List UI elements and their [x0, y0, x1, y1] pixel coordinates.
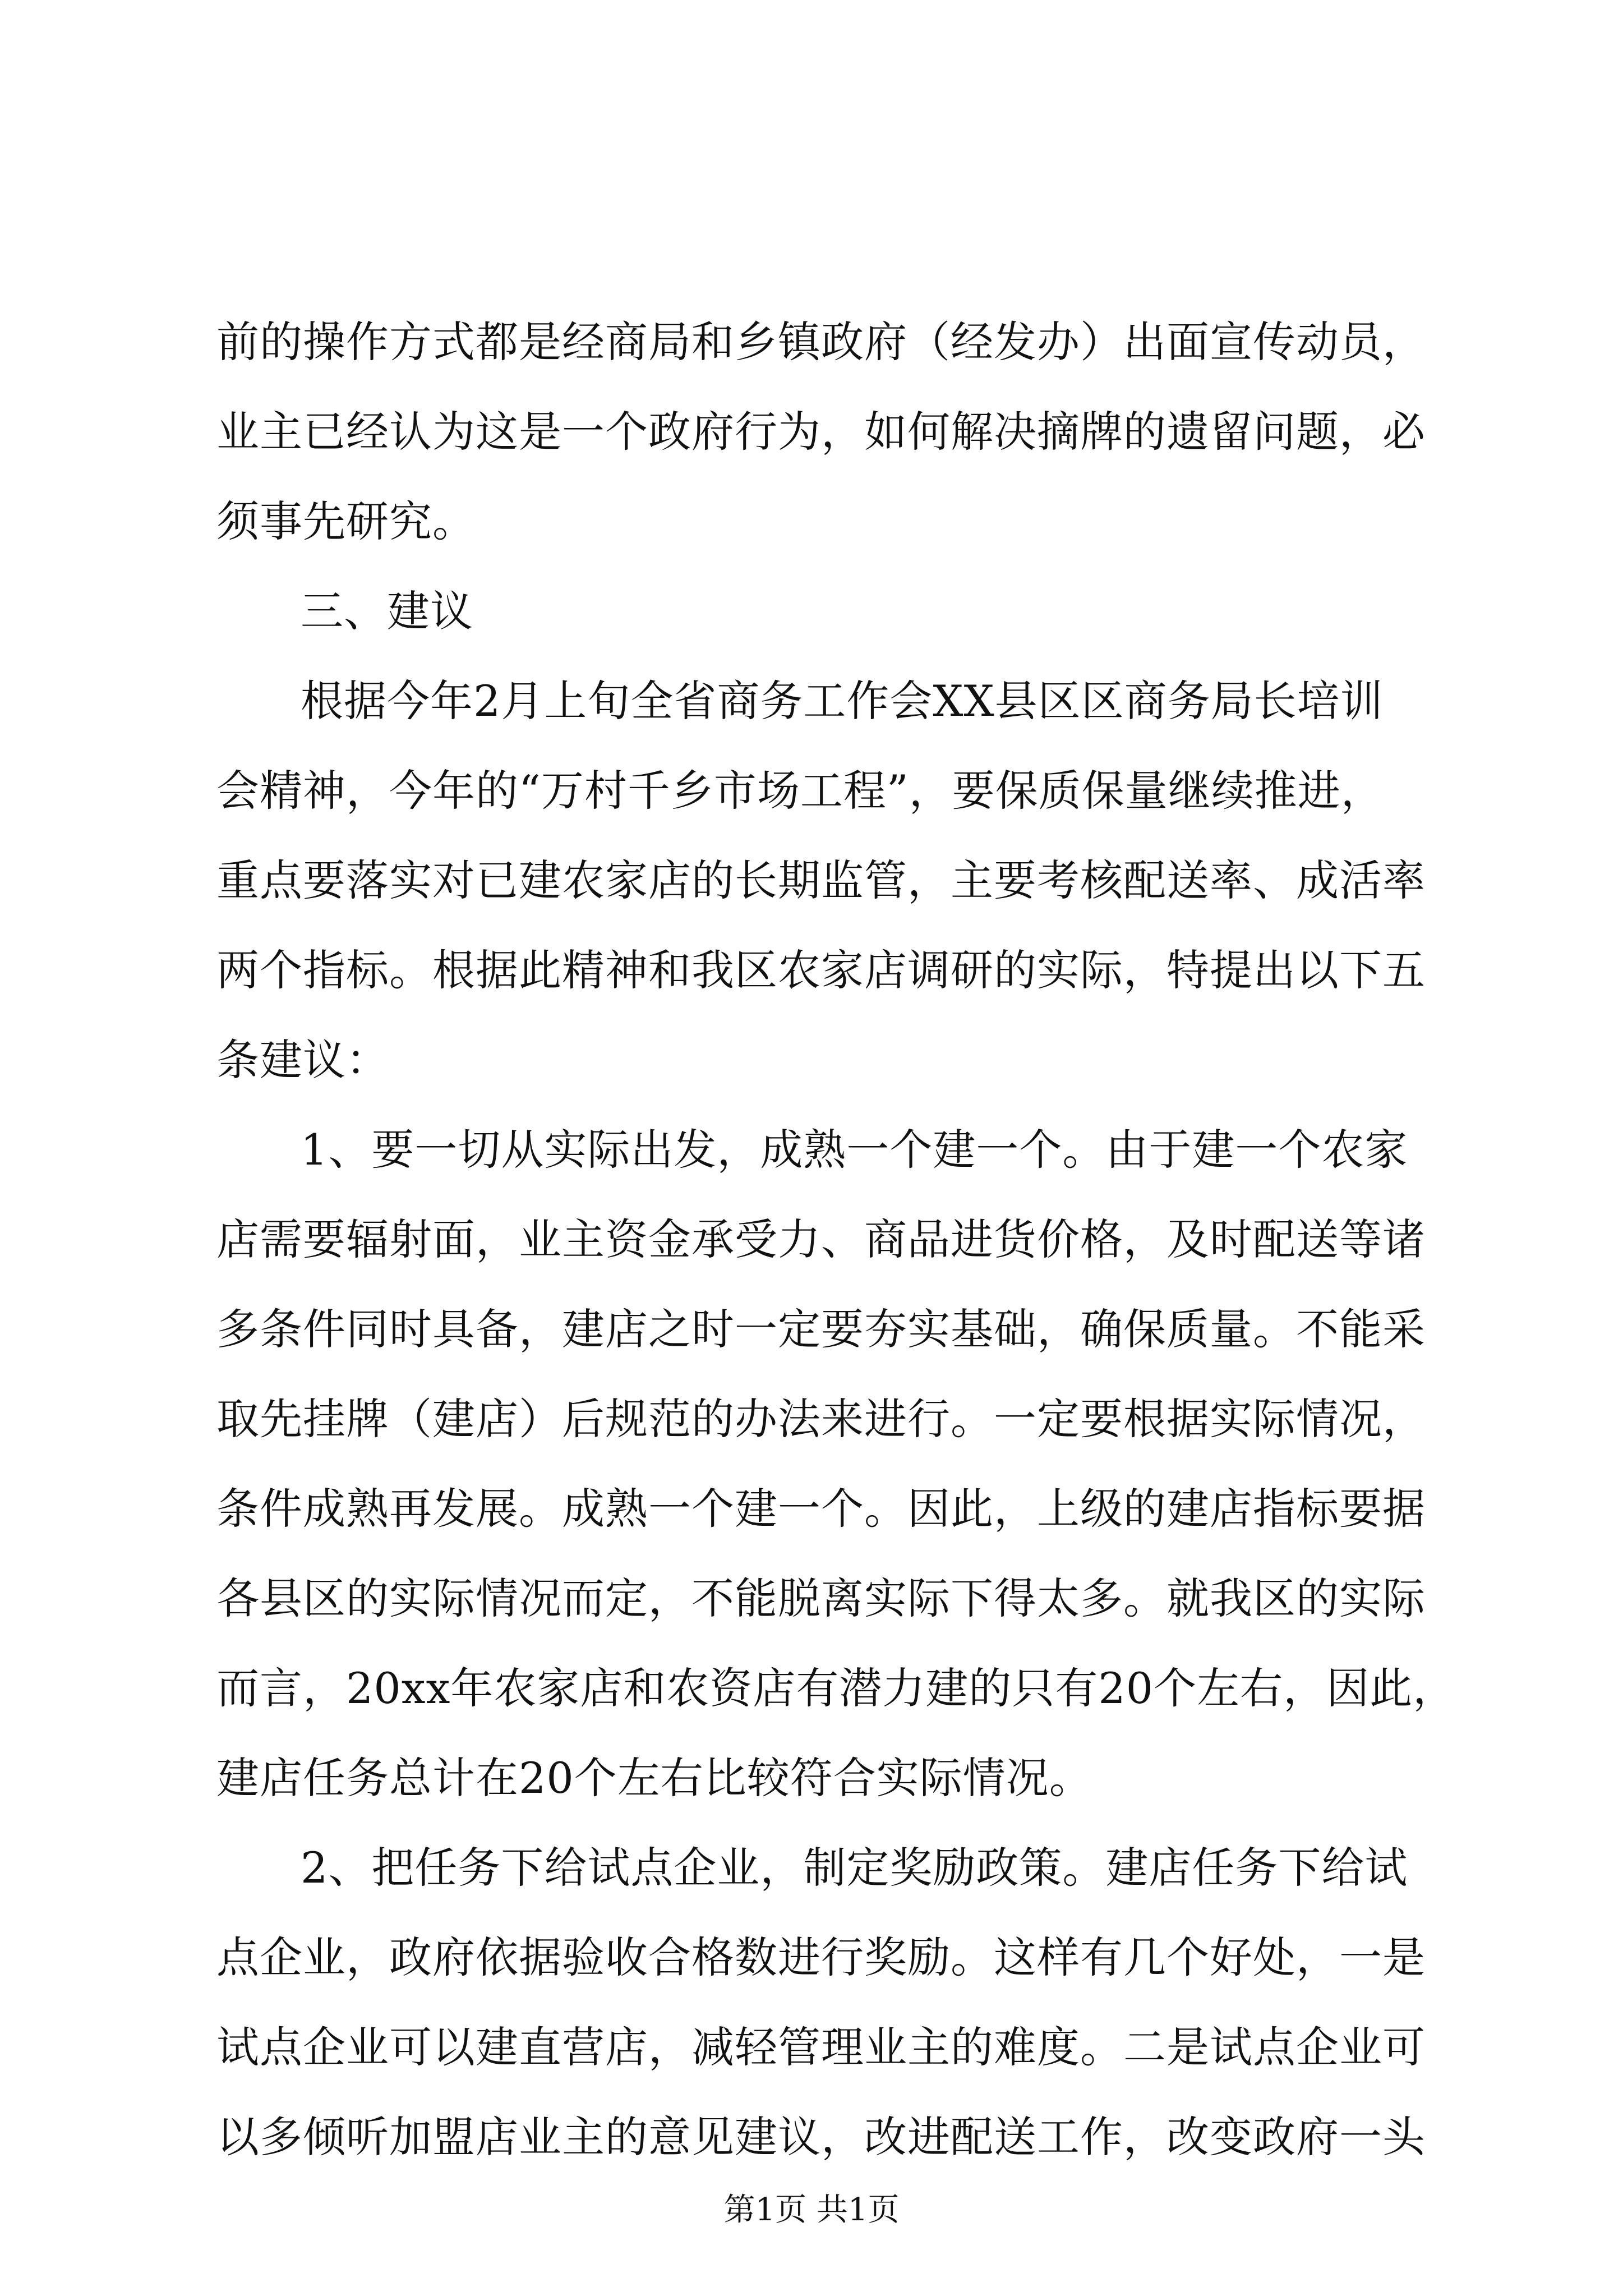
body-line-15: 各县区的实际情况而定，不能脱离实际下得太多。就我区的实际 [216, 1573, 1426, 1623]
body-line-21: 以多倾听加盟店业主的意见建议，改进配送工作，改变政府一头 [216, 2112, 1426, 2162]
body-line-14: 条件成熟再发展。成熟一个建一个。因此，上级的建店指标要据 [216, 1484, 1426, 1534]
body-line-19: 点企业，政府依据验收合格数进行奖励。这样有几个好处，一是 [216, 1932, 1426, 1982]
page-footer: 第1页 共1页 [723, 2192, 900, 2228]
body-line-9: 条建议： [216, 1035, 389, 1085]
body-line-1: 前的操作方式都是经商局和乡镇政府（经发办）出面宣传动员， [216, 317, 1426, 367]
body-line-12: 多条件同时具备，建店之时一定要夯实基础，确保质量。不能采 [216, 1304, 1426, 1354]
body-line-20: 试点企业可以建直营店，减轻管理业主的难度。二是试点企业可 [216, 2022, 1426, 2072]
body-line-8: 两个指标。根据此精神和我区农家店调研的实际，特提出以下五 [216, 945, 1426, 995]
body-line-13: 取先挂牌（建店）后规范的办法来进行。一定要根据实际情况， [216, 1394, 1426, 1444]
body-line-10: 1、要一切从实际出发，成熟一个建一个。由于建一个农家 [301, 1125, 1408, 1175]
body-line-3: 须事先研究。 [216, 496, 476, 546]
body-line-16: 而言，20xx年农家店和农资店有潜力建的只有20个左右，因此， [216, 1663, 1456, 1713]
section-heading-suggestions: 三、建议 [301, 586, 473, 636]
body-line-18: 2、把任务下给试点企业，制定奖励政策。建店任务下给试 [301, 1843, 1408, 1893]
body-line-6: 会精神，今年的“万村千乡市场工程”，要保质保量继续推进， [216, 766, 1384, 816]
body-line-5: 根据今年2月上旬全省商务工作会XX县区区商务局长培训 [301, 676, 1384, 726]
body-line-2: 业主已经认为这是一个政府行为，如何解决摘牌的遗留问题，必 [216, 407, 1426, 457]
body-line-7: 重点要落实对已建农家店的长期监管，主要考核配送率、成活率 [216, 855, 1426, 905]
body-line-17: 建店任务总计在20个左右比较符合实际情况。 [216, 1753, 1092, 1803]
body-line-11: 店需要辐射面，业主资金承受力、商品进货价格，及时配送等诸 [216, 1214, 1426, 1264]
